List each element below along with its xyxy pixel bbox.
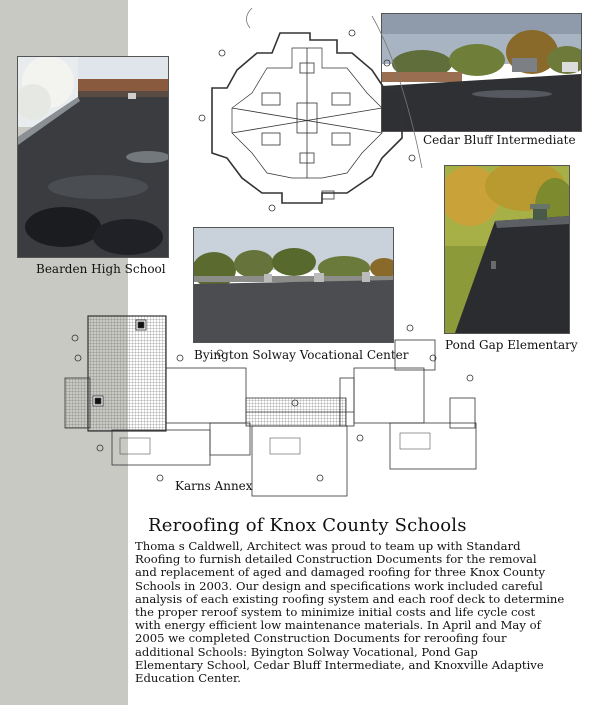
bearden-roof-photo (17, 56, 169, 258)
cedar-bluff-caption: Cedar Bluff Intermediate (423, 133, 576, 147)
cedar-bluff-floor-plan (172, 8, 432, 218)
body-paragraph: Thoma s Caldwell, Architect was proud to team up with Standard Roofing to furnish detailed Construction Documents for the removal and replacement of aged and damaged roofing for three Knox County Schools in 2003. Our design and specifications work included careful analysis of each existing roofing system and each roof deck to determine the proper reroof system to minimize initial costs and life cycle cost with energy efficient low maintenance materials. In April and May of 2005 we completed Construction Documents for reroofing four additional Schools: Byington Solway Vocational, Pond Gap Elementary School, Cedar Bluff Intermediate, and Knoxville Adaptive Education Center. (135, 539, 565, 686)
karns-annex-floor-plan (60, 298, 490, 498)
karns-caption: Karns Annex (175, 479, 253, 493)
pond-gap-caption: Pond Gap Elementary (445, 338, 578, 352)
byington-caption: Byington Solway Vocational Center (194, 348, 409, 362)
page-title: Reroofing of Knox County Schools (148, 515, 467, 536)
bearden-caption: Bearden High School (36, 262, 166, 276)
